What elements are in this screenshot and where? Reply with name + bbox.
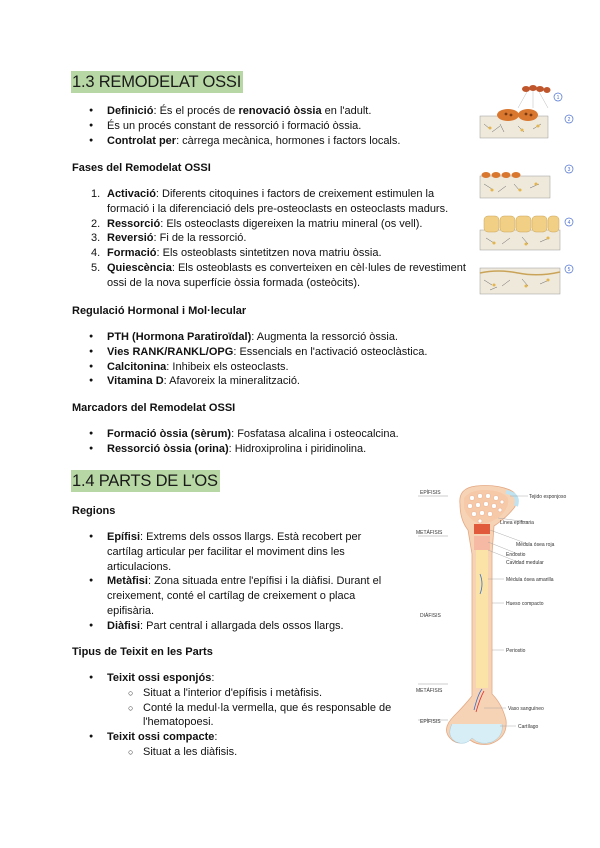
remodelat-bullets xyxy=(72,104,472,148)
label-cartilago: Cartílago xyxy=(518,724,539,730)
label-metafisis-bottom: METÁFISIS xyxy=(416,688,443,694)
label-tejido-esponjoso: Tejido esponjoso xyxy=(529,494,567,500)
list-item: ● Epífisi: Extrems dels ossos llargs. Està recobert per cartílag articular per facilitar el moviment dins les articulacions. xyxy=(72,530,397,574)
tissue-list xyxy=(72,671,402,760)
list-item: 4. Formació: Els osteoblasts sintetitzen nova matriu òssia. xyxy=(91,247,382,260)
label-endostio: Endostio xyxy=(506,552,526,558)
label-periostio: Periostio xyxy=(506,648,526,654)
list-item: ○ Situat a les diàfisis. xyxy=(72,745,402,760)
label-medula-roja: Médula ósea roja xyxy=(516,542,555,548)
list-item: ● Teixit ossi compacte: ○ Situat a les diàfisis. xyxy=(72,730,402,760)
list-item: ● Teixit ossi esponjós: ○ Situat a l'interior d'epífisis i metàfisis. ○ Conté la medul·la vermella, que és responsable de l'hematopoesi. xyxy=(72,671,402,730)
markers-heading: Marcadors del Remodelat OSSI xyxy=(72,402,236,414)
stage-5-illustration xyxy=(480,268,560,294)
section-title-parts: 1.4 PARTS DE L'OS xyxy=(72,472,218,490)
regulation-list xyxy=(72,330,472,389)
phases-heading: Fases del Remodelat OSSI xyxy=(72,162,211,174)
regions-list xyxy=(72,530,397,634)
list-item: ● Definició: És el procés de renovació òssia en l'adult. xyxy=(72,104,472,119)
label-metafisis-top: METÁFISIS xyxy=(416,530,443,536)
long-bone-figure xyxy=(410,484,590,754)
stage-number: 4 xyxy=(567,220,571,226)
label-cavidad-medular: Cavidad medular xyxy=(506,560,544,566)
list-item: ● Controlat per: càrrega mecànica, hormones i factors locals. xyxy=(72,134,472,149)
list-item: 2. Ressorció: Els osteoclasts digereixen la matriu mineral (os vell). xyxy=(91,217,423,230)
label-vaso-sanguineo: Vaso sanguíneo xyxy=(508,706,544,712)
list-item: ● Metàfisi: Zona situada entre l'epífisi i la diàfisi. Durant el creixement, conté el cartílag de creixement o placa epifisària. xyxy=(72,574,397,618)
label-linea-epifisaria: Línea epifisaria xyxy=(500,520,534,526)
list-item: ● Diàfisi: Part central i allargada dels ossos llargs. xyxy=(72,619,397,634)
list-item: ○ Conté la medul·la vermella, que és responsable de l'hematopoesi. xyxy=(72,701,402,731)
stage-2-illustration xyxy=(480,109,548,138)
tissue-heading: Tipus de Teixit en les Parts xyxy=(72,646,213,658)
stage-number: 3 xyxy=(567,167,571,173)
label-diafisis: DIÁFISIS xyxy=(420,613,441,619)
label-medula-amarilla: Médula ósea amarilla xyxy=(506,577,554,583)
remodeling-stages-figure xyxy=(478,80,580,302)
phases-list xyxy=(72,187,467,291)
list-item: 3. Reversió: Fi de la ressorció. xyxy=(91,232,247,245)
list-item: ● PTH (Hormona Paratiroïdal): Augmenta la ressorció òssia. xyxy=(72,330,472,345)
compact-sublist xyxy=(72,745,402,760)
stage-3-illustration xyxy=(480,172,550,198)
list-item: ○ Situat a l'interior d'epífisis i metàfisis. xyxy=(72,686,402,701)
list-item: ● Formació òssia (sèrum): Fosfatasa alcalina i osteocalcina. xyxy=(72,427,472,442)
label-epifisis-top: EPÍFISIS xyxy=(420,490,441,496)
list-item: ● Vies RANK/RANKL/OPG: Essencials en l'activació osteoclàstica. xyxy=(72,345,472,360)
stage-number: 5 xyxy=(567,267,571,273)
stage-1-illustration xyxy=(518,85,551,108)
stage-4-illustration xyxy=(480,216,560,250)
label-epifisis-bottom: EPÍFISIS xyxy=(420,719,441,725)
list-item: ● Calcitonina: Inhibeix els osteoclasts. xyxy=(72,360,472,375)
markers-list xyxy=(72,427,472,457)
label-hueso-compacto: Hueso compacto xyxy=(506,601,544,607)
list-item: 5. Quiescència: Els osteoblasts es converteixen en cèl·lules de revestiment ossi de la nova superfície òssia formada (osteòcits). xyxy=(91,261,466,289)
list-item: ● Ressorció òssia (orina): Hidroxiprolina i piridinolina. xyxy=(72,442,472,457)
list-item: 1. Activació: Diferents citoquines i factors de creixement estimulen la formació i la diferenciació dels pre-osteoclasts en osteoclasts madurs. xyxy=(91,188,449,215)
regions-heading: Regions xyxy=(72,505,116,517)
section-title-remodelat: 1.3 REMODELAT OSSI xyxy=(72,73,242,91)
list-item: ● Vitamina D: Afavoreix la mineralització. xyxy=(72,374,472,389)
stage-number: 1 xyxy=(556,95,560,101)
list-item: ● És un procés constant de ressorció i formació òssia. xyxy=(72,119,472,134)
stage-number: 2 xyxy=(567,117,571,123)
regulation-heading: Regulació Hormonal i Mol·lecular xyxy=(72,305,247,317)
spongy-sublist xyxy=(72,686,402,730)
